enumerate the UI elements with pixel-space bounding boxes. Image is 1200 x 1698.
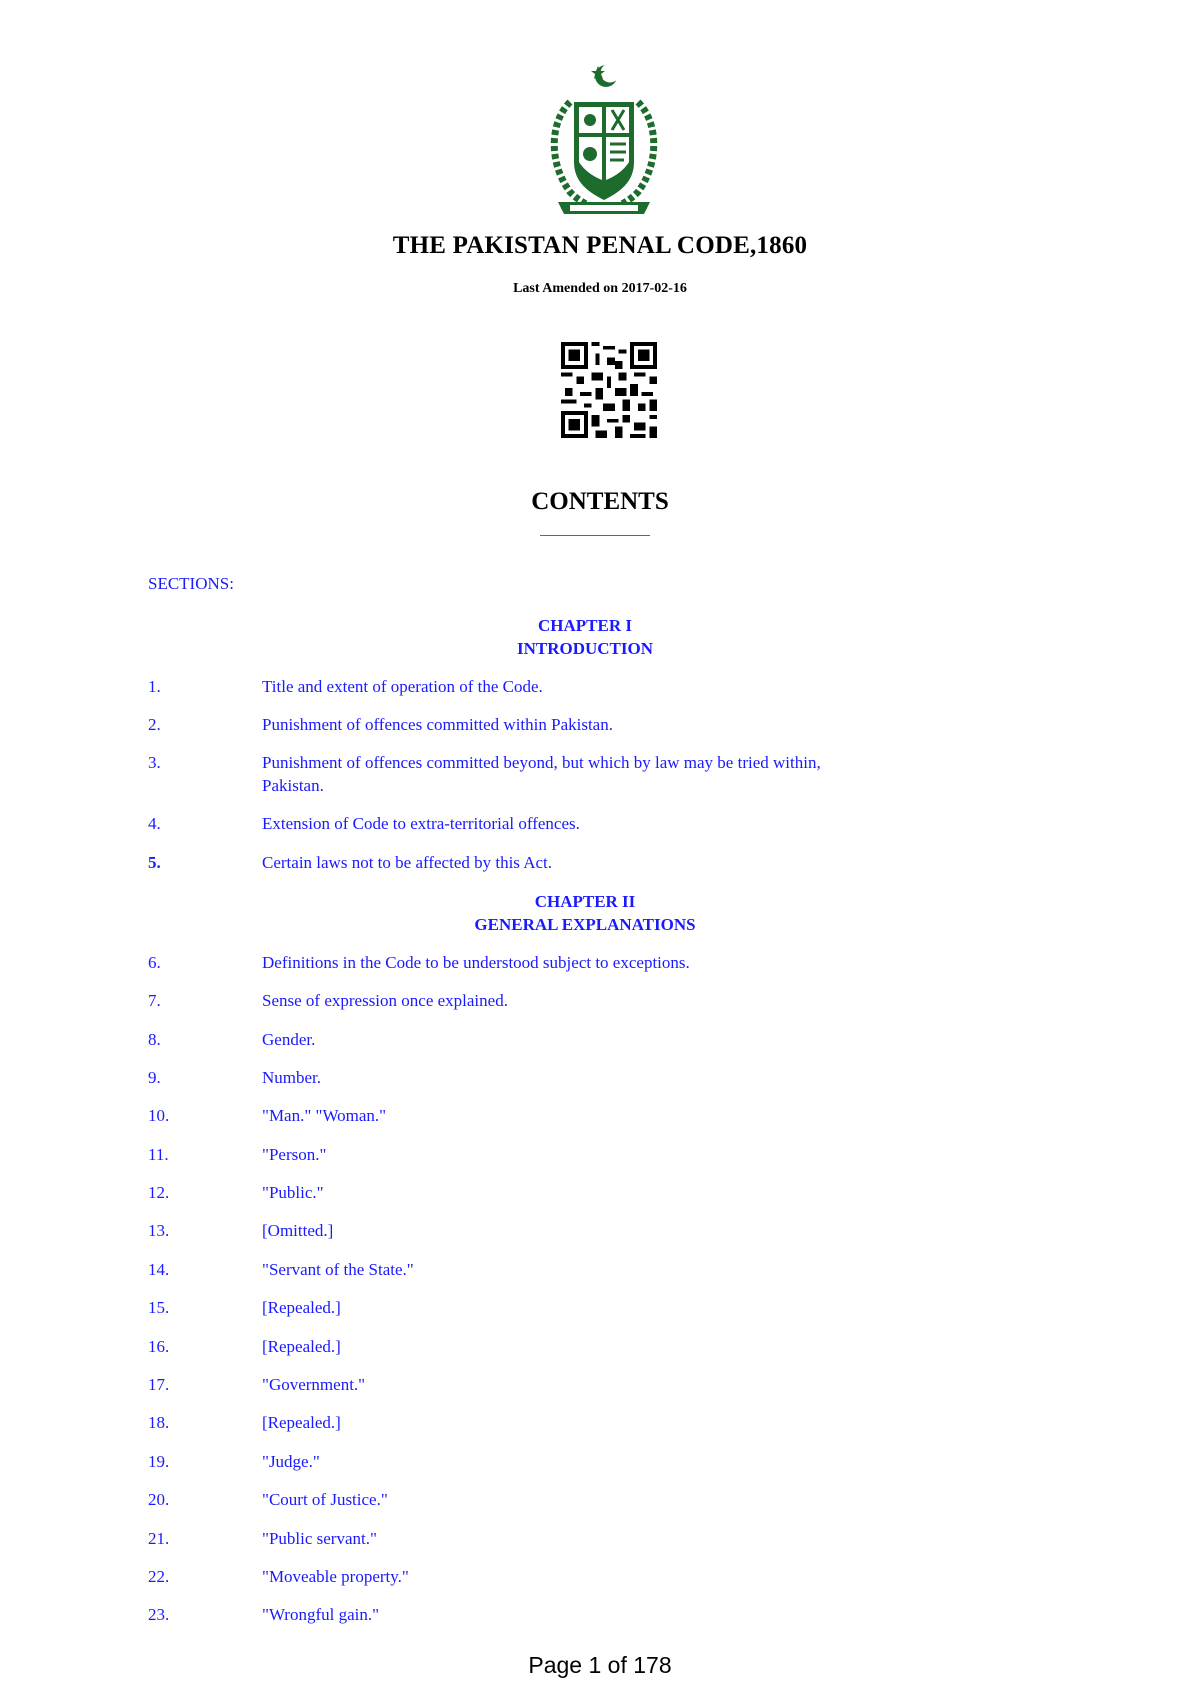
- section-title: Certain laws not to be affected by this Act.: [262, 853, 553, 872]
- section-title: [Repealed.]: [262, 1337, 341, 1356]
- section-title: "Moveable property.": [262, 1567, 409, 1586]
- section-title: Gender.: [262, 1030, 316, 1049]
- section-title: "Wrongful gain.": [262, 1605, 380, 1624]
- section-number: 17.: [148, 1375, 170, 1394]
- section-title: "Servant of the State.": [262, 1260, 414, 1279]
- heading-divider: [540, 535, 650, 536]
- section-number: 6.: [148, 953, 161, 972]
- section-number: 12.: [148, 1183, 170, 1202]
- section-number: 9.: [148, 1068, 161, 1087]
- last-amended-date: Last Amended on 2017-02-16: [513, 281, 687, 296]
- sections-label: SECTIONS:: [148, 574, 234, 593]
- section-number: 18.: [148, 1413, 170, 1432]
- chapter-number: CHAPTER I: [538, 616, 632, 635]
- section-number: 5.: [148, 853, 161, 872]
- section-title: Number.: [262, 1068, 322, 1087]
- page-number-footer: Page 1 of 178: [528, 1652, 672, 1678]
- section-number: 7.: [148, 991, 161, 1010]
- section-number: 3.: [148, 753, 161, 772]
- section-number: 13.: [148, 1221, 170, 1240]
- section-number: 1.: [148, 677, 161, 696]
- section-number: 22.: [148, 1567, 170, 1586]
- section-number: 19.: [148, 1452, 170, 1471]
- document-title: THE PAKISTAN PENAL CODE,1860: [392, 232, 808, 259]
- section-title: "Person.": [262, 1145, 327, 1164]
- section-number: 16.: [148, 1337, 170, 1356]
- chapter-name: INTRODUCTION: [516, 639, 654, 658]
- chapter-name: GENERAL EXPLANATIONS: [474, 915, 696, 934]
- section-title: [Omitted.]: [262, 1221, 334, 1240]
- section-title: Extension of Code to extra-territorial offences.: [262, 814, 580, 833]
- section-number: 15.: [148, 1298, 170, 1317]
- section-title: [Repealed.]: [262, 1413, 341, 1432]
- section-number: 21.: [148, 1529, 170, 1548]
- section-title: Sense of expression once explained.: [262, 991, 508, 1010]
- section-number: 10.: [148, 1106, 170, 1125]
- section-title: Punishment of offences committed within Pakistan.: [262, 715, 613, 734]
- chapter-heading[interactable]: [0, 614, 1170, 660]
- section-number: 2.: [148, 715, 161, 734]
- section-title: "Court of Justice.": [262, 1490, 388, 1509]
- chapter-heading[interactable]: [0, 890, 1170, 936]
- section-number: 8.: [148, 1030, 161, 1049]
- section-title: Title and extent of operation of the Code.: [262, 677, 543, 696]
- section-title: "Public servant.": [262, 1529, 377, 1548]
- section-title: "Government.": [262, 1375, 366, 1394]
- section-number: 20.: [148, 1490, 170, 1509]
- state-emblem-logo: [540, 62, 668, 222]
- section-number: 23.: [148, 1605, 170, 1624]
- section-title: [Repealed.]: [262, 1298, 341, 1317]
- section-title: Definitions in the Code to be understood subject to exceptions.: [262, 953, 690, 972]
- section-number: 14.: [148, 1260, 170, 1279]
- contents-heading: CONTENTS: [531, 488, 669, 515]
- section-title: "Judge.": [262, 1452, 320, 1471]
- section-number: 4.: [148, 814, 161, 833]
- section-title: Punishment of offences committed beyond, but which by law may be tried within, Pakistan.: [262, 753, 821, 795]
- qr-code: [561, 342, 657, 438]
- section-number: 11.: [148, 1145, 169, 1164]
- chapter-number: CHAPTER II: [534, 892, 636, 911]
- section-title: "Public.": [262, 1183, 324, 1202]
- section-title: "Man." "Woman.": [262, 1106, 387, 1125]
